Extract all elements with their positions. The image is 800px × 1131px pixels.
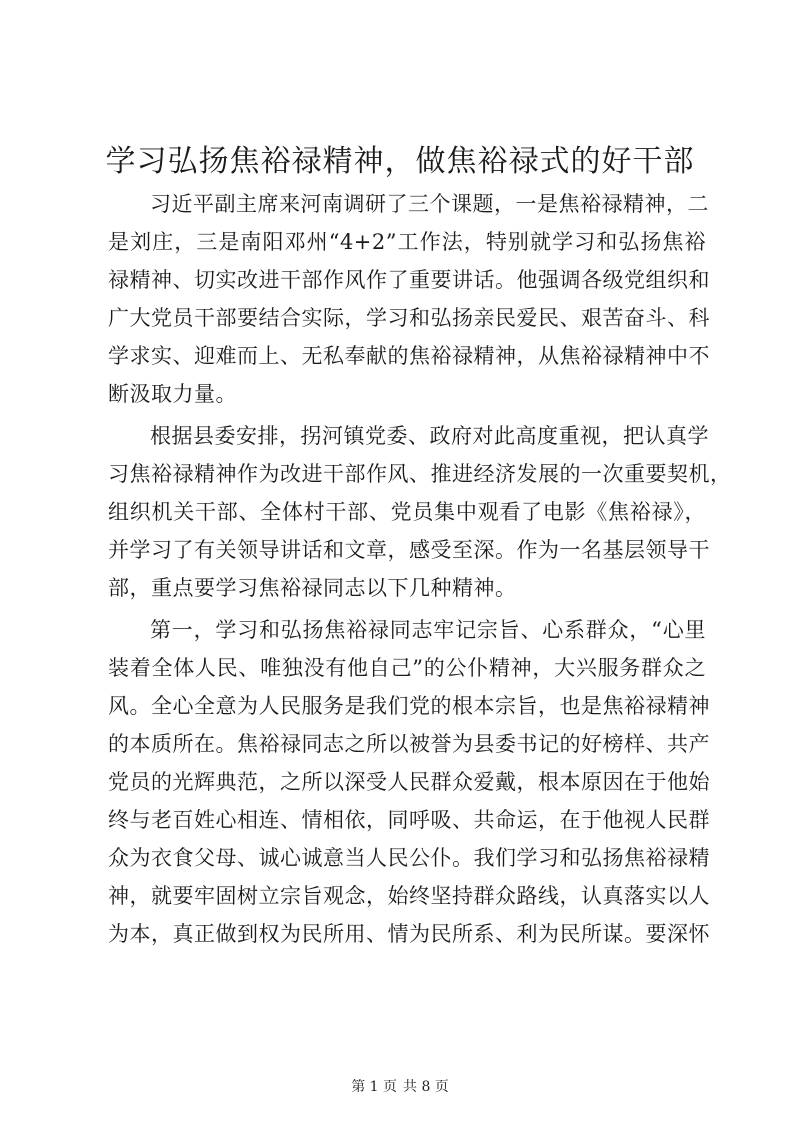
paragraph-line: 习焦裕禄精神作为改进干部作风、推进经济发展的一次重要契机， — [108, 462, 732, 486]
paragraph-line: 的本质所在。焦裕禄同志之所以被誉为县委书记的好榜样、共产 — [108, 732, 710, 756]
paragraph-1 — [108, 185, 710, 413]
paragraph-line: 部，重点要学习焦裕禄同志以下几种精神。 — [108, 576, 517, 600]
page-number: 第 1 页 — [351, 1079, 397, 1095]
paragraph-line: 党员的光辉典范，之所以深受人民群众爱戴，根本原因在于他始 — [108, 770, 710, 794]
paragraph-line: 众为衣食父母、诚心诚意当人民公仆。我们学习和弘扬焦裕禄精 — [108, 846, 710, 870]
paragraph-line: 风。全心全意为人民服务是我们党的根本宗旨，也是焦裕禄精神 — [108, 694, 710, 718]
paragraph-line: 为本，真正做到权为民所用、情为民所系、利为民所谋。要深怀 — [108, 922, 710, 946]
paragraph-line: 第一，学习和弘扬焦裕禄同志牢记宗旨、心系群众，“心里 — [150, 618, 706, 642]
paragraph-line: 神，就要牢固树立宗旨观念，始终坚持群众路线，认真落实以人 — [108, 884, 710, 908]
paragraph-3 — [108, 611, 710, 953]
paragraph-line: 根据县委安排，拐河镇党委、政府对此高度重视，把认真学 — [150, 424, 709, 448]
paragraph-line: 断汲取力量。 — [108, 382, 237, 406]
paragraph-line: 装着全体人民、唯独没有他自己”的公仆精神，大兴服务群众之 — [108, 656, 706, 680]
paragraph-line: 禄精神、切实改进干部作风作了重要讲话。他强调各级党组织和 — [108, 268, 710, 292]
paragraph-line: 并学习了有关领导讲话和文章，感受至深。作为一名基层领导干 — [108, 538, 710, 562]
paragraph-line: 组织机关干部、全体村干部、党员集中观看了电影《焦裕禄》， — [108, 500, 706, 524]
total-pages: 共 8 页 — [403, 1079, 449, 1095]
paragraph-line: 习近平副主席来河南调研了三个课题，一是焦裕禄精神，二 — [150, 192, 709, 216]
paragraph-2 — [108, 417, 732, 607]
paragraph-line: 学求实、迎难而上、无私奉献的焦裕禄精神，从焦裕禄精神中不 — [108, 344, 710, 368]
document-title: 学习弘扬焦裕禄精神，做焦裕禄式的好干部 — [105, 144, 695, 179]
paragraph-line: 是刘庄，三是南阳邓州“4+2”工作法，特别就学习和弘扬焦裕 — [108, 230, 706, 254]
page-footer — [0, 1077, 800, 1097]
paragraph-line: 广大党员干部要结合实际，学习和弘扬亲民爱民、艰苦奋斗、科 — [108, 306, 710, 330]
paragraph-line: 终与老百姓心相连、情相依，同呼吸、共命运，在于他视人民群 — [108, 808, 710, 832]
document-body — [108, 185, 732, 953]
